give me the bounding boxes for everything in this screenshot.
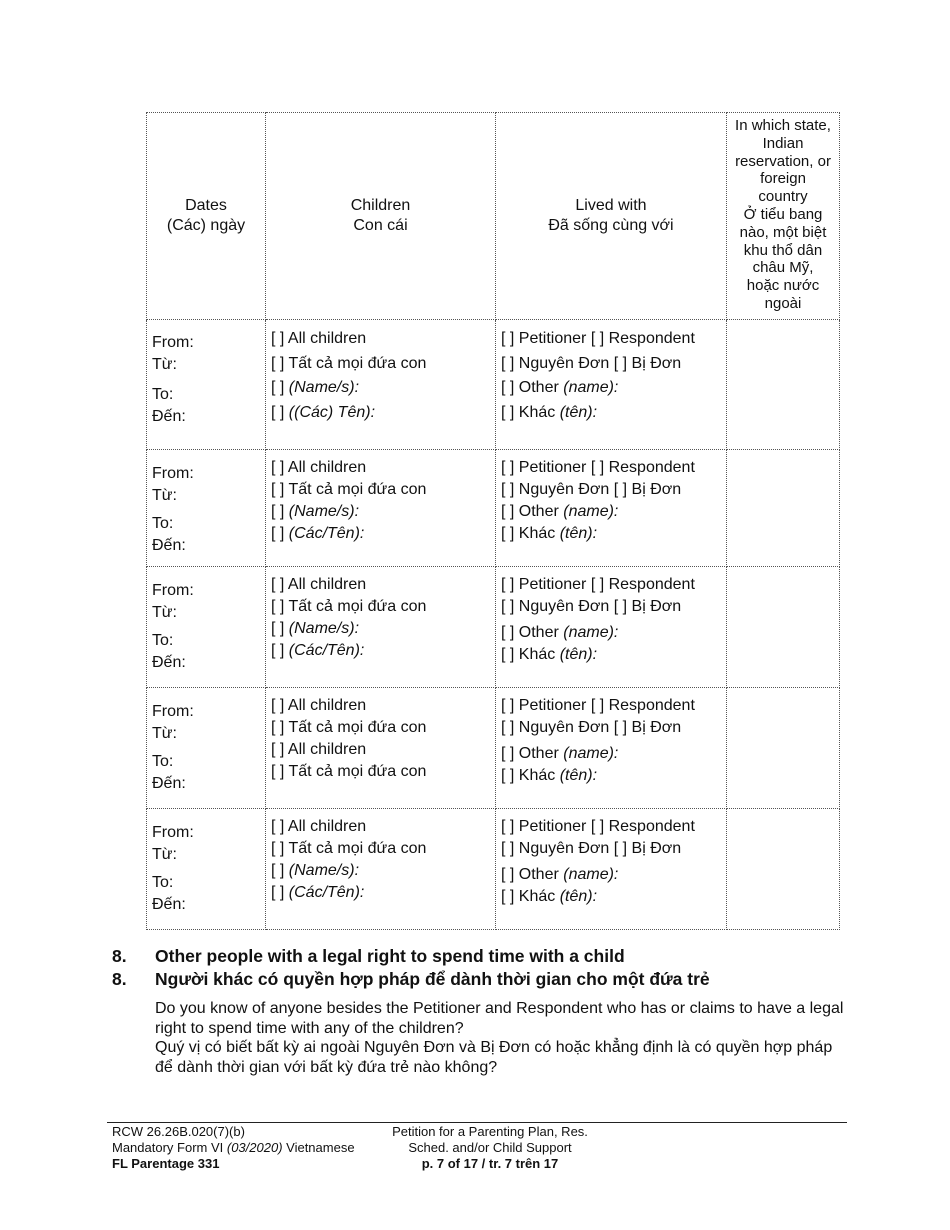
section-question-vi: Quý vị có biết bất kỳ ai ngoài Nguyên Đơn và Bị Đơn có hoặc khẳng định là có quyền hợp pháp để dành thời gian với bất kỳ đứa trẻ nào không? bbox=[155, 1039, 833, 1076]
header-children bbox=[266, 113, 496, 320]
header-lived-with bbox=[496, 113, 727, 320]
lived-with-cell bbox=[496, 320, 727, 450]
dates-cell[interactable] bbox=[147, 809, 266, 930]
petitioner-respondent-checkbox[interactable]: [ ] Petitioner [ ] Respondent bbox=[501, 576, 695, 593]
children-cell bbox=[266, 450, 496, 567]
header-state-line: reservation, or bbox=[735, 152, 831, 170]
lived-with-cell bbox=[496, 809, 727, 930]
to-label: To: bbox=[152, 386, 174, 403]
header-children-en: Children bbox=[350, 197, 411, 214]
to-label-vi: Đến: bbox=[152, 408, 186, 425]
header-dates-vi: (Các) ngày bbox=[166, 217, 246, 234]
header-state-line: Indian bbox=[762, 134, 804, 152]
header-dates bbox=[147, 113, 266, 320]
other-checkbox[interactable]: [ ] Other (name): bbox=[501, 866, 619, 883]
names-checkbox[interactable]: [ ] (Name/s): bbox=[271, 379, 360, 396]
header-state-line: In which state, bbox=[735, 117, 831, 134]
section-number: 8. bbox=[112, 946, 127, 966]
to-label-vi: Đến: bbox=[152, 654, 186, 671]
from-label: From: bbox=[152, 703, 194, 720]
to-label: To: bbox=[152, 515, 174, 532]
other-checkbox[interactable]: [ ] Other (name): bbox=[501, 379, 619, 396]
state-cell[interactable] bbox=[727, 450, 840, 567]
petitioner-respondent-checkbox-vi[interactable]: [ ] Nguyên Đơn [ ] Bị Đơn bbox=[501, 840, 682, 857]
header-state-line: nào, một biệt bbox=[739, 223, 827, 241]
petitioner-respondent-checkbox[interactable]: [ ] Petitioner [ ] Respondent bbox=[501, 459, 695, 476]
children-cell bbox=[266, 809, 496, 930]
petitioner-respondent-checkbox-vi[interactable]: [ ] Nguyên Đơn [ ] Bị Đơn bbox=[501, 481, 682, 498]
other-checkbox[interactable]: [ ] Other (name): bbox=[501, 503, 619, 520]
section-title-vi: Người khác có quyền hợp pháp để dành thời gian cho một đứa trẻ bbox=[155, 969, 710, 989]
section-title-en: Other people with a legal right to spend time with a child bbox=[155, 946, 625, 966]
header-state-line: khu thổ dân bbox=[743, 241, 823, 259]
all-children-checkbox-vi[interactable]: [ ] Tất cả mọi đứa con bbox=[271, 481, 427, 498]
state-cell[interactable] bbox=[727, 809, 840, 930]
header-state-line: hoặc nước bbox=[746, 277, 820, 295]
to-label: To: bbox=[152, 632, 174, 649]
other-checkbox-vi[interactable]: [ ] Khác (tên): bbox=[501, 646, 598, 663]
footer-title-line1: Petition for a Parenting Plan, Res. bbox=[392, 1124, 588, 1139]
from-label-vi: Từ: bbox=[152, 846, 177, 863]
footer-divider bbox=[107, 1122, 847, 1123]
table-row bbox=[147, 450, 840, 567]
state-cell[interactable] bbox=[727, 688, 840, 809]
all-children-checkbox[interactable]: [ ] All children bbox=[271, 818, 367, 835]
petitioner-respondent-checkbox-vi[interactable]: [ ] Nguyên Đơn [ ] Bị Đơn bbox=[501, 354, 682, 372]
from-label: From: bbox=[152, 824, 194, 841]
header-lived-with-vi: Đã sống cùng với bbox=[548, 217, 674, 234]
other-checkbox-vi[interactable]: [ ] Khác (tên): bbox=[501, 525, 598, 542]
petitioner-respondent-checkbox[interactable]: [ ] Petitioner [ ] Respondent bbox=[501, 697, 695, 714]
all-children-checkbox[interactable]: [ ] All children bbox=[271, 330, 367, 347]
all-children-checkbox[interactable]: [ ] All children bbox=[271, 697, 367, 714]
lived-with-cell bbox=[496, 688, 727, 809]
dates-cell[interactable] bbox=[147, 320, 266, 450]
other-checkbox-vi[interactable]: [ ] Khác (tên): bbox=[501, 767, 598, 784]
header-children-vi: Con cái bbox=[353, 217, 408, 234]
header-state-line: foreign bbox=[760, 170, 806, 188]
footer-statute: RCW 26.26B.020(7)(b) bbox=[112, 1124, 245, 1139]
header-state-line: Ở tiểu bang bbox=[743, 205, 823, 223]
header-state bbox=[727, 113, 840, 320]
to-label: To: bbox=[152, 874, 174, 891]
state-cell[interactable] bbox=[727, 320, 840, 450]
other-checkbox[interactable]: [ ] Other (name): bbox=[501, 624, 619, 641]
petitioner-respondent-checkbox[interactable]: [ ] Petitioner [ ] Respondent bbox=[501, 818, 695, 835]
header-state-line: ngoài bbox=[764, 294, 802, 312]
to-label-vi: Đến: bbox=[152, 537, 186, 554]
children-cell bbox=[266, 320, 496, 450]
from-label-vi: Từ: bbox=[152, 356, 177, 373]
names-checkbox-vi[interactable]: [ ] (Các/Tên): bbox=[271, 525, 365, 542]
to-label: To: bbox=[152, 753, 174, 770]
to-label-vi: Đến: bbox=[152, 775, 186, 792]
dates-cell[interactable] bbox=[147, 450, 266, 567]
lived-with-cell bbox=[496, 567, 727, 688]
petitioner-respondent-checkbox[interactable]: [ ] Petitioner [ ] Respondent bbox=[501, 330, 695, 347]
from-label-vi: Từ: bbox=[152, 604, 177, 621]
all-children-checkbox-repeat[interactable]: [ ] All children bbox=[271, 741, 367, 758]
other-checkbox-vi[interactable]: [ ] Khác (tên): bbox=[501, 403, 598, 421]
from-label: From: bbox=[152, 582, 194, 599]
all-children-checkbox[interactable]: [ ] All children bbox=[271, 576, 367, 593]
lived-with-cell bbox=[496, 450, 727, 567]
children-cell bbox=[266, 688, 496, 809]
footer-center bbox=[370, 1124, 610, 1172]
footer-form-id: FL Parentage 331 bbox=[112, 1156, 220, 1171]
footer-form-version: Mandatory Form VI (03/2020) Vietnamese bbox=[112, 1140, 355, 1155]
petitioner-respondent-checkbox-vi[interactable]: [ ] Nguyên Đơn [ ] Bị Đơn bbox=[501, 719, 682, 736]
header-state-line: country bbox=[758, 188, 808, 206]
table-row bbox=[147, 688, 840, 809]
all-children-checkbox-vi[interactable]: [ ] Tất cả mọi đứa con bbox=[271, 598, 427, 615]
footer-left bbox=[112, 1124, 355, 1172]
dates-cell[interactable] bbox=[147, 688, 266, 809]
children-cell bbox=[266, 567, 496, 688]
names-checkbox[interactable]: [ ] (Name/s): bbox=[271, 862, 360, 879]
all-children-checkbox-vi[interactable]: [ ] Tất cả mọi đứa con bbox=[271, 719, 427, 736]
from-label-vi: Từ: bbox=[152, 487, 177, 504]
table-row bbox=[147, 567, 840, 688]
from-label-vi: Từ: bbox=[152, 725, 177, 742]
names-checkbox-vi[interactable]: [ ] ((Các) Tên): bbox=[271, 403, 376, 421]
from-label: From: bbox=[152, 465, 194, 482]
names-checkbox-vi[interactable]: [ ] (Các/Tên): bbox=[271, 642, 365, 659]
footer-title-line2: Sched. and/or Child Support bbox=[408, 1140, 572, 1155]
residence-history-table bbox=[146, 112, 840, 930]
table-row bbox=[147, 809, 840, 930]
section-question-en: Do you know of anyone besides the Petitioner and Respondent who has or claims to have a legal right to spend time with any of the children? bbox=[155, 1000, 844, 1037]
dates-cell[interactable] bbox=[147, 567, 266, 688]
table-row bbox=[147, 320, 840, 450]
to-label-vi: Đến: bbox=[152, 896, 186, 913]
names-checkbox-vi[interactable]: [ ] (Các/Tên): bbox=[271, 884, 365, 901]
petitioner-respondent-checkbox-vi[interactable]: [ ] Nguyên Đơn [ ] Bị Đơn bbox=[501, 598, 682, 615]
names-checkbox[interactable]: [ ] (Name/s): bbox=[271, 503, 360, 520]
footer-page-number: p. 7 of 17 / tr. 7 trên 17 bbox=[421, 1156, 559, 1171]
from-label: From: bbox=[152, 334, 194, 351]
other-checkbox-vi[interactable]: [ ] Khác (tên): bbox=[501, 888, 598, 905]
state-cell[interactable] bbox=[727, 567, 840, 688]
table-header-row bbox=[147, 113, 840, 320]
header-dates-en: Dates bbox=[185, 197, 227, 214]
names-checkbox[interactable]: [ ] (Name/s): bbox=[271, 620, 360, 637]
all-children-checkbox[interactable]: [ ] All children bbox=[271, 459, 367, 476]
all-children-checkbox-repeat-vi[interactable]: [ ] Tất cả mọi đứa con bbox=[271, 763, 427, 780]
other-checkbox[interactable]: [ ] Other (name): bbox=[501, 745, 619, 762]
header-lived-with-en: Lived with bbox=[575, 197, 647, 214]
section-number: 8. bbox=[112, 969, 127, 989]
all-children-checkbox-vi[interactable]: [ ] Tất cả mọi đứa con bbox=[271, 354, 427, 372]
all-children-checkbox-vi[interactable]: [ ] Tất cả mọi đứa con bbox=[271, 840, 427, 857]
header-state-line: châu Mỹ, bbox=[752, 259, 814, 277]
